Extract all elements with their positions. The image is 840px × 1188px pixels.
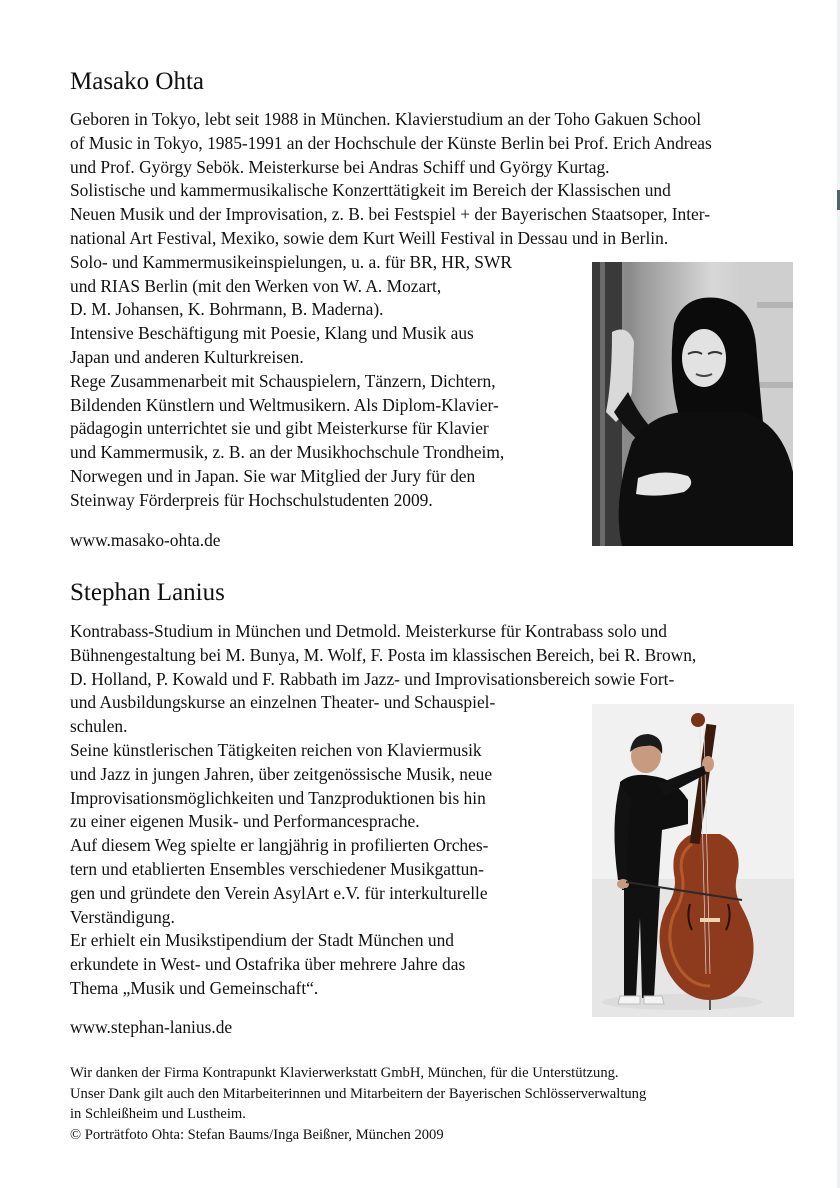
- artist2-portrait-photo: [592, 704, 794, 1017]
- artist2-bio-line: und Jazz in jungen Jahren, über zeitgenössische Musik, neue: [70, 763, 493, 784]
- artist2-website-link[interactable]: www.stephan-lanius.de: [70, 1017, 233, 1037]
- artist1-bio-line: Norwegen und in Japan. Sie war Mitglied der Jury für den: [70, 465, 476, 486]
- artist1-bio-line: Steinway Förderpreis für Hochschulstudenten 2009.: [70, 489, 433, 510]
- artist2-bio-line: schulen.: [70, 716, 128, 737]
- artist2-bio-line: Er erhielt ein Musikstipendium der Stadt München und: [70, 930, 454, 951]
- artist2-bio-line: Seine künstlerischen Tätigkeiten reichen von Klaviermusik: [70, 739, 482, 760]
- artist2-bio-line: erkundete in West- und Ostafrika über mehrere Jahre das: [70, 954, 466, 975]
- artist2-bio-line: und Ausbildungskurse an einzelnen Theater- und Schauspiel-: [70, 692, 496, 713]
- footer-line: Unser Dank gilt auch den Mitarbeiterinnen und Mitarbeitern der Bayerischen Schlösserverwaltung: [70, 1085, 647, 1102]
- artist2-bio-line: D. Holland, P. Kowald und F. Rabbath im Jazz- und Improvisationsbereich sowie Fort-: [70, 668, 675, 689]
- artist1-bio-line: Geboren in Tokyo, lebt seit 1988 in München. Klavierstudium an der Toho Gakuen School: [70, 109, 702, 129]
- artist1-bio-line: pädagogin unterrichtet sie und gibt Meisterkurse für Klavier: [70, 418, 489, 439]
- artist1-bio-line: D. M. Johansen, K. Bohrmann, B. Maderna).: [70, 299, 384, 320]
- artist2-bio-line: zu einer eigenen Musik- und Performancesprache.: [70, 811, 420, 832]
- artist1-bio-line: Solistische und kammermusikalische Konzerttätigkeit im Bereich der Klassischen und: [70, 180, 671, 201]
- artist1-bio-line: Rege Zusammenarbeit mit Schauspielern, Tänzern, Dichtern,: [70, 370, 496, 391]
- artist2-bio-line: Improvisationsmöglichkeiten und Tanzproduktionen bis hin: [70, 787, 486, 808]
- artist1-bio-line: Bildenden Künstlern und Weltmusikern. Als Diplom-Klavier-: [70, 394, 499, 415]
- artist2-bio-line: Auf diesem Weg spielte er langjährig in profilierten Orches-: [70, 835, 489, 856]
- artist2-bio-line: gen und gründete den Verein AsylArt e.V. für interkulturelle: [70, 882, 488, 903]
- artist1-website-link[interactable]: www.masako-ohta.de: [70, 530, 221, 550]
- artist1-bio-line: of Music in Tokyo, 1985-1991 an der Hochschule der Künste Berlin bei Prof. Erich Andreas: [70, 132, 712, 153]
- artist1-bio-line: national Art Festival, Mexiko, sowie dem Kurt Weill Festival in Dessau und in Berlin.: [70, 227, 669, 248]
- artist2-bio-line: Kontrabass-Studium in München und Detmold. Meisterkurse für Kontrabass solo und: [70, 621, 667, 641]
- artist1-bio-line: Intensive Beschäftigung mit Poesie, Klang und Musik aus: [70, 323, 474, 344]
- artist1-portrait-photo: [592, 262, 793, 546]
- photo-credit: © Porträtfoto Ohta: Stefan Baums/Inga Beißner, München 2009: [70, 1126, 444, 1143]
- artist2-bio-line: Verständigung.: [70, 906, 175, 927]
- artist2-bio-line: tern und etablierten Ensembles verschiedener Musikgattun-: [70, 858, 484, 879]
- portrait-bassist-image: [592, 704, 794, 1017]
- acknowledgements: [70, 1063, 646, 1145]
- artist1-bio-line: und Prof. György Sebök. Meisterkurse bei Andras Schiff und György Kurtag.: [70, 156, 610, 177]
- artist1-bio-line: Japan und anderen Kulturkreisen.: [70, 346, 304, 367]
- footer-line: Wir danken der Firma Kontrapunkt Klavierwerkstatt GmbH, München, für die Unterstützung.: [70, 1065, 619, 1081]
- artist1-bio-line: und Kammermusik, z. B. an der Musikhochschule Trondheim,: [70, 442, 505, 463]
- artist2-name: Stephan Lanius: [70, 579, 225, 606]
- artist1-bio-line: und RIAS Berlin (mit den Werken von W. A. Mozart,: [70, 275, 442, 296]
- artist2-bio-line: Thema „Musik und Gemeinschaft“.: [70, 977, 319, 998]
- artist1-bio-line: Solo- und Kammermusikeinspielungen, u. a. für BR, HR, SWR: [70, 251, 512, 272]
- footer-line: in Schleißheim und Lustheim.: [70, 1106, 246, 1122]
- portrait-woman-image: [592, 262, 793, 546]
- artist1-bio-line: Neuen Musik und der Improvisation, z. B. bei Festspiel + der Bayerischen Staatsoper, Inter-: [70, 204, 710, 225]
- artist1-name: Masako Ohta: [70, 68, 204, 95]
- artist2-bio-line: Bühnengestaltung bei M. Bunya, M. Wolf, F. Posta im klassischen Bereich, bei R. Brown,: [70, 644, 697, 665]
